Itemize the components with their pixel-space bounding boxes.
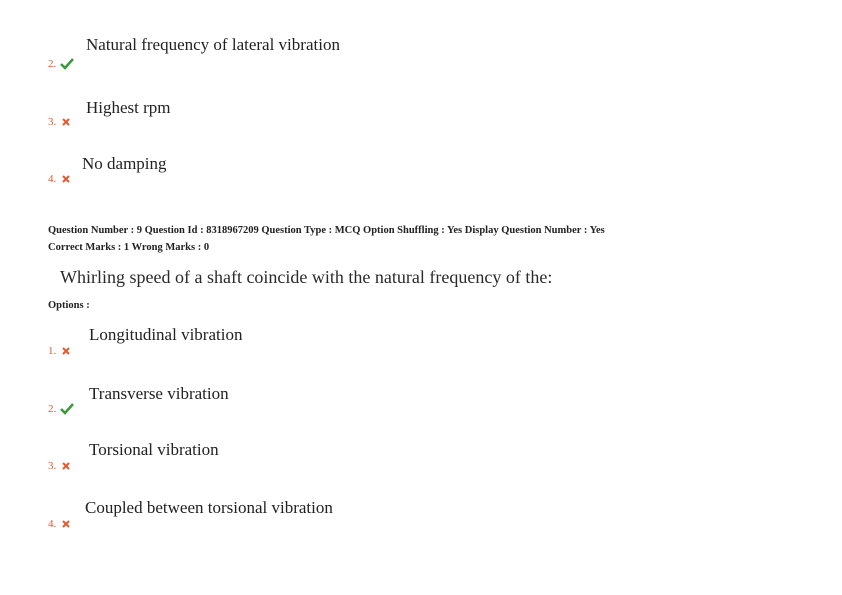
cross-icon [62, 175, 70, 183]
question-text: Whirling speed of a shaft coincide with the natural frequency of the: [60, 267, 553, 287]
option-text: Coupled between torsional vibration [85, 498, 333, 517]
option-text: Transverse vibration [89, 384, 229, 403]
question-meta: Question Number : 9 Question Id : 8318967209 Question Type : MCQ Option Shuffling : Yes Display Question Number : Yes [48, 225, 605, 236]
option-number [48, 518, 70, 530]
option-number [48, 58, 74, 70]
option-text: No damping [82, 154, 167, 173]
option-number [48, 116, 70, 128]
check-icon [60, 403, 74, 415]
check-icon [60, 58, 74, 70]
option-text: Highest rpm [86, 98, 171, 117]
option-number-label: 4. [48, 173, 57, 185]
option-number [48, 460, 70, 472]
option-text: Longitudinal vibration [89, 325, 243, 344]
option-number-label: 3. [48, 116, 57, 128]
option-number-label: 4. [48, 518, 57, 530]
option-text: Natural frequency of lateral vibration [86, 35, 340, 54]
cross-icon [62, 462, 70, 470]
option-number-label: 1. [48, 345, 57, 357]
option-number-label: 3. [48, 460, 57, 472]
option-number-label: 2. [48, 403, 57, 415]
option-number [48, 345, 70, 357]
option-text: Torsional vibration [89, 440, 219, 459]
option-number [48, 403, 74, 415]
cross-icon [62, 118, 70, 126]
cross-icon [62, 520, 70, 528]
marks-meta: Correct Marks : 1 Wrong Marks : 0 [48, 242, 210, 253]
option-number [48, 173, 70, 185]
option-number-label: 2. [48, 58, 57, 70]
cross-icon [62, 347, 70, 355]
options-label: Options : [48, 300, 90, 311]
